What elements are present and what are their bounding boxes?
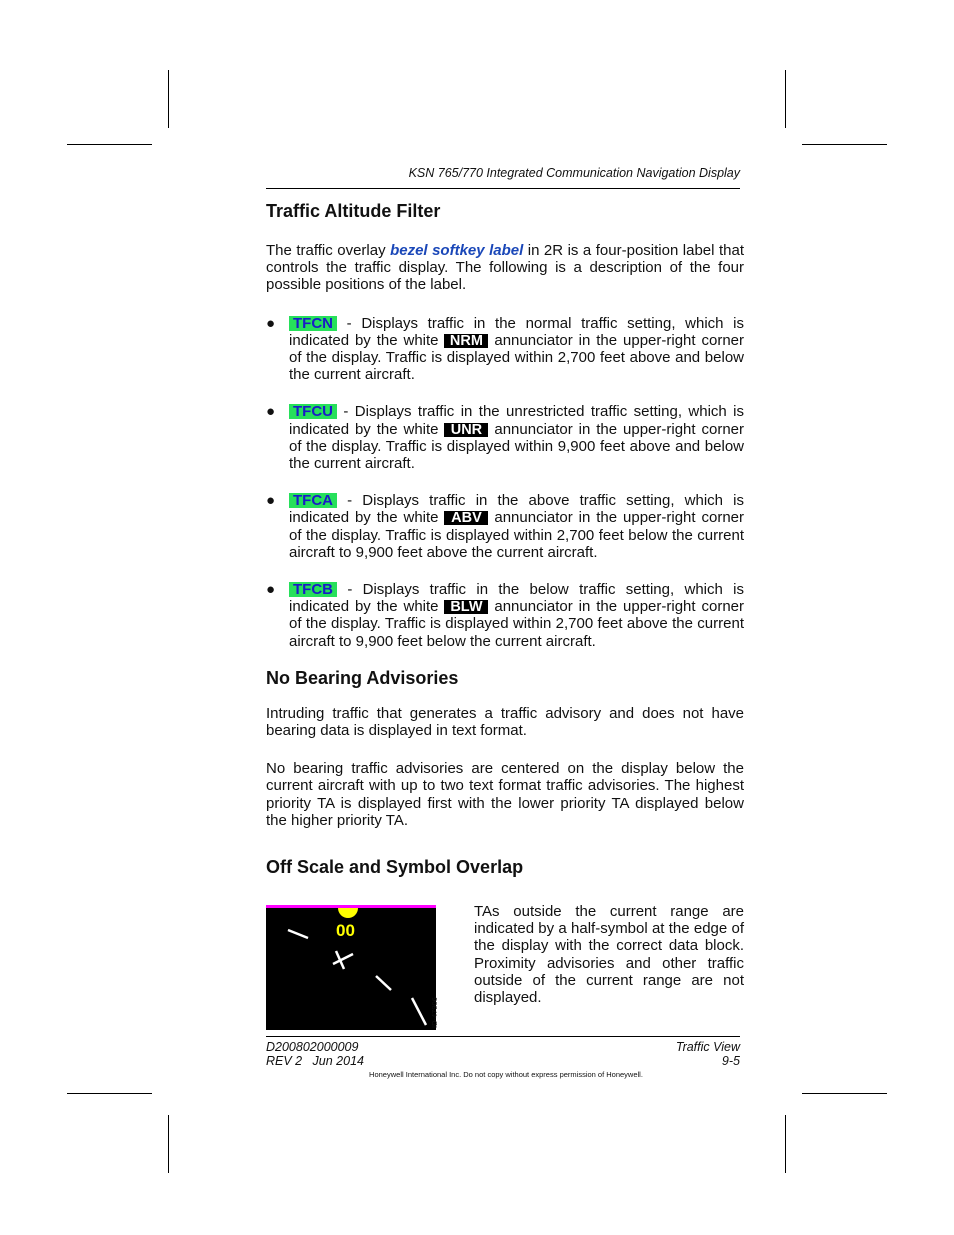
item-text: - Displays traffic in the unrestricted traffic setting, which is indicated by the white bbox=[289, 403, 744, 438]
softkey-tfcu: TFCU bbox=[289, 404, 337, 419]
softkey-tfca: TFCA bbox=[289, 493, 337, 508]
header-rule bbox=[266, 188, 740, 189]
annunciator-abv: ABV bbox=[444, 511, 488, 525]
item-text: annunciator in the upper-right corner of the display. Traffic is displayed within 2,700 feet above and below the current aircraft. bbox=[289, 331, 744, 384]
revision: REV 2 Jun 2014 bbox=[266, 1054, 364, 1068]
footer-left bbox=[266, 1040, 364, 1068]
nba-paragraph-2: No bearing traffic advisories are centered on the display below the current aircraft with up to two text format traffic advisories. The highest priority TA is displayed first with the lower priority TA displayed below the higher priority TA. bbox=[266, 760, 744, 829]
bullet-icon: ● bbox=[266, 492, 276, 510]
crop-mark bbox=[168, 1115, 169, 1173]
figure-id: ID-47906 bbox=[430, 997, 439, 1028]
item-text: annunciator in the upper-right corner of the display. Traffic is displayed within 2,700 feet below the current aircraft to 9,900 feet above the current aircraft. bbox=[289, 509, 744, 561]
annunciator-blw: BLW bbox=[444, 600, 488, 614]
bullet-icon: ● bbox=[266, 403, 276, 421]
crop-mark bbox=[785, 70, 786, 128]
bullet-icon: ● bbox=[266, 314, 276, 332]
traffic-symbol bbox=[376, 976, 391, 990]
crop-mark bbox=[67, 1093, 152, 1094]
osso-paragraph: TAs outside the current range are indicated by a half-symbol at the edge of the display with the correct data block. Proximity advisories and other traffic outside of the current range are not displayed. bbox=[474, 903, 744, 1007]
section-heading-off-scale: Off Scale and Symbol Overlap bbox=[266, 857, 524, 878]
list-item bbox=[266, 581, 744, 650]
copyright: Honeywell International Inc. Do not copy without express permission of Honeywell. bbox=[369, 1070, 643, 1079]
section-name: Traffic View bbox=[675, 1040, 740, 1054]
traffic-symbol bbox=[412, 998, 426, 1025]
footer-rule bbox=[266, 1036, 740, 1037]
section-heading-no-bearing-advisories: No Bearing Advisories bbox=[266, 667, 459, 688]
item-text: - Displays traffic in the above traffic setting, which is indicated by the white bbox=[289, 492, 744, 527]
footer-right bbox=[600, 1040, 740, 1068]
list-item bbox=[266, 492, 744, 561]
traffic-symbol bbox=[333, 954, 353, 964]
data-block-text: 00 bbox=[336, 921, 355, 940]
softkey-tfcb: TFCB bbox=[289, 582, 337, 597]
crop-mark bbox=[67, 144, 152, 145]
traffic-symbols bbox=[266, 905, 436, 1030]
annunciator-nrm: NRM bbox=[444, 334, 488, 348]
item-text: annunciator in the upper-right corner of the display. Traffic is displayed within 2,700 feet above the current aircraft to 9,900 feet below the current aircraft. bbox=[289, 598, 744, 650]
traffic-display-figure bbox=[266, 905, 436, 1030]
section-heading-traffic-altitude-filter: Traffic Altitude Filter bbox=[266, 201, 441, 221]
bullet-icon: ● bbox=[266, 581, 276, 599]
annunciator-unr: UNR bbox=[444, 423, 488, 437]
taf-intro bbox=[266, 242, 744, 294]
list-item bbox=[266, 315, 744, 384]
crop-mark bbox=[168, 70, 169, 128]
crop-mark bbox=[785, 1115, 786, 1173]
bezel-softkey-label-link: bezel softkey label bbox=[390, 242, 524, 259]
list-item bbox=[266, 403, 744, 472]
item-text: - Displays traffic in the normal traffic setting, which is indicated by the white bbox=[289, 314, 744, 349]
taf-intro-after: in 2R is a four-position label that controls the traffic display. The following is a description of the four possible positions of the label. bbox=[266, 242, 744, 294]
half-symbol-icon bbox=[338, 908, 358, 918]
crop-mark bbox=[802, 144, 887, 145]
range-edge-bar bbox=[266, 905, 436, 908]
taf-intro-before: The traffic overlay bbox=[266, 242, 391, 259]
crop-mark bbox=[802, 1093, 887, 1094]
traffic-symbol bbox=[288, 930, 308, 938]
item-text: annunciator in the upper-right corner of the display. Traffic is displayed within 9,900 feet above and below the current aircraft. bbox=[289, 420, 744, 473]
softkey-tfcn: TFCN bbox=[289, 316, 337, 331]
page-number: 9-5 bbox=[721, 1054, 740, 1068]
doc-number: D200802000009 bbox=[266, 1040, 359, 1054]
item-text: - Displays traffic in the below traffic setting, which is indicated by the white bbox=[289, 581, 744, 616]
nba-paragraph-1: Intruding traffic that generates a traffic advisory and does not have bearing data is displayed in text format. bbox=[266, 704, 744, 740]
running-header: KSN 765/770 Integrated Communication Navigation Display bbox=[408, 166, 740, 180]
page-body bbox=[266, 200, 744, 878]
